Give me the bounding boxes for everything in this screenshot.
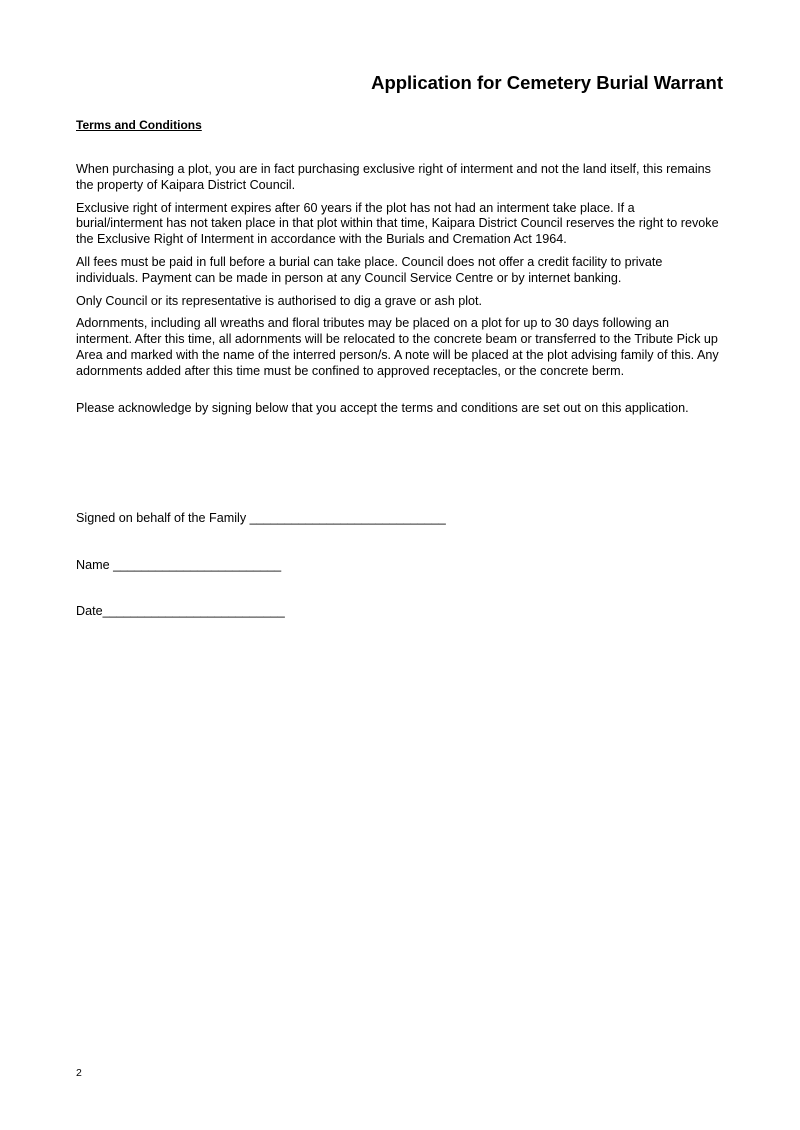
- paragraph-ownership: When purchasing a plot, you are in fact purchasing exclusive right of interment and not the land itself, this remains the property of Kaipara District Council.: [76, 162, 711, 192]
- paragraph-fees: All fees must be paid in full before a burial can take place. Council does not offer a credit facility to private individuals. Payment can be made in person at any Council Service Centre or by internet banking.: [76, 254, 663, 285]
- date-field[interactable]: Date__________________________: [76, 604, 285, 618]
- paragraph-adornments: Adornments, including all wreaths and floral tributes may be placed on a plot for up to 30 days following an interment. After this time, all adornments will be relocated to the concrete beam or transferred to the Tribute Pick up Area and marked with the name of the interred person/s. A note will be placed at the plot advising family of this. Any adornments added after this time must be confined to approved receptacles, or the concrete berm.: [76, 316, 719, 378]
- page-number: 2: [76, 1067, 82, 1079]
- acknowledgement-text: Please acknowledge by signing below that you accept the terms and conditions are set out on this application.: [76, 400, 689, 415]
- signature-field[interactable]: Signed on behalf of the Family ____________________________: [76, 511, 446, 525]
- section-heading: Terms and Conditions: [76, 118, 202, 132]
- terms-body: [76, 162, 724, 423]
- paragraph-digging: Only Council or its representative is authorised to dig a grave or ash plot.: [76, 293, 483, 308]
- paragraph-expiry: Exclusive right of interment expires after 60 years if the plot has not had an interment take place. If a burial/interment has not taken place in that plot within that time, Kaipara District Council reserves the right to revoke the Exclusive Right of Interment in accordance with the Burials and Cremation Act 1964.: [76, 200, 719, 247]
- document-title: Application for Cemetery Burial Warrant: [371, 72, 723, 93]
- name-field[interactable]: Name ________________________: [76, 558, 282, 572]
